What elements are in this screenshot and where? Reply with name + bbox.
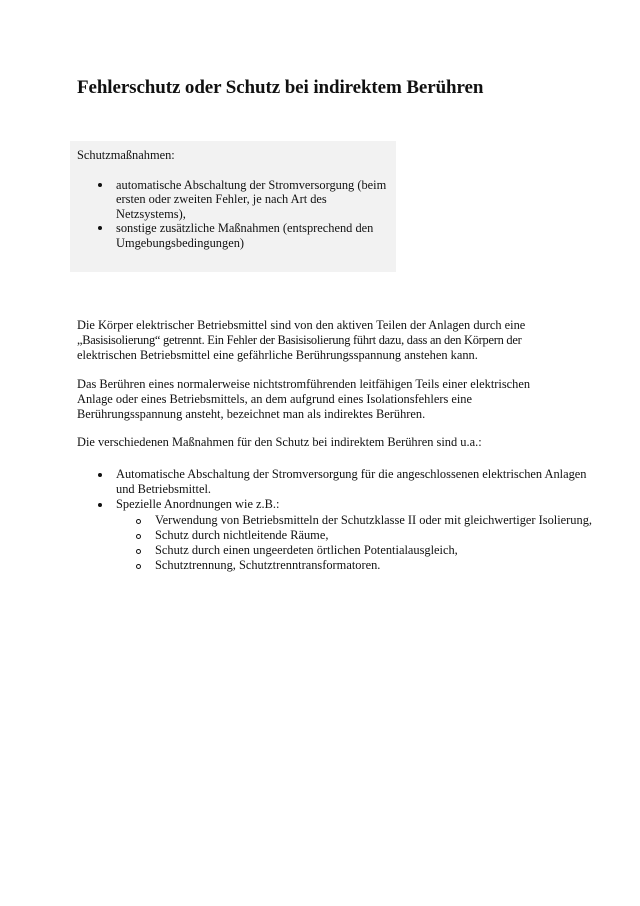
sub-list-item: Schutztrennung, Schutztrenntransformatoren. [155,558,606,573]
box-heading: Schutzmaßnahmen: [77,148,175,162]
paragraph-indirect-contact: Das Berühren eines normalerweise nichtstromführenden leitfähigen Teils einer elektrischen Anlage oder eines Betriebsmittels, an dem aufgrund eines Isolationsfehlers eine Berührungsspannung ansteht, bezeichnet man als indirektes Berühren. [77,377,531,422]
paragraph-line: Die Körper elektrischer Betriebsmittel sind von den aktiven Teilen der Anlagen durch eine [77,318,526,332]
box-list [77,178,396,251]
sub-list-item: Schutz durch einen ungeerdeten örtlichen Potentialausgleich, [155,543,606,558]
paragraph-line: „Basisisolierung“ getrennt. Ein Fehler der Basisisolierung führt dazu, dass an den Körpern der [77,333,522,348]
list-item [116,497,606,573]
sub-list-item: Schutz durch nichtleitende Räume, [155,528,606,543]
list-item [116,467,606,497]
paragraph-insulation [77,318,567,364]
list-item: automatische Abschaltung der Stromversorgung (beim ersten oder zweiten Fehler, je nach Art des Netzsystems), [116,178,394,222]
protective-measures-box [70,141,396,272]
page-title: Fehlerschutz oder Schutz bei indirektem Berühren [77,77,484,98]
paragraph-line: elektrischen Betriebsmittel eine gefährliche Berührungsspannung anstehen kann. [77,348,478,363]
paragraph-measures-intro: Die verschiedenen Maßnahmen für den Schutz bei indirektem Berühren sind u.a.: [77,435,482,449]
list-item: sonstige zusätzliche Maßnahmen (entsprechend den Umgebungsbedingungen) [116,221,394,250]
measures-list [77,467,606,573]
list-item-text: Spezielle Anordnungen wie z.B.: [116,497,280,512]
sub-list-item: Verwendung von Betriebsmitteln der Schutzklasse II oder mit gleichwertiger Isolierung, [155,513,606,528]
list-item-text: Automatische Abschaltung der Stromversorgung für die angeschlossenen elektrischen Anlagen und Betriebsmittel. [116,467,587,497]
special-arrangements-list [116,513,606,574]
